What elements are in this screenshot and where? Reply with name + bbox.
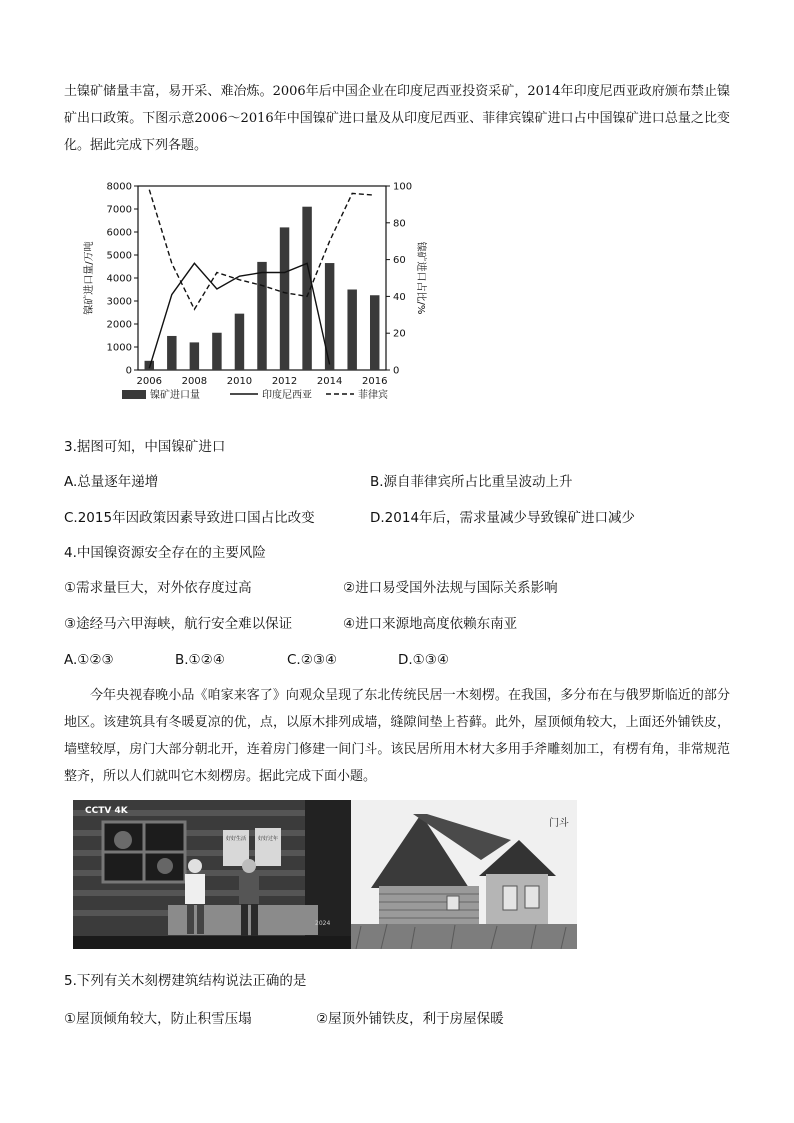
left-tick-label: 2000 bbox=[106, 319, 132, 331]
q5-statement-2: ②屋顶外铺铁皮，利于房屋保暖 bbox=[316, 1011, 504, 1027]
bar bbox=[347, 290, 356, 371]
left-tick-label: 4000 bbox=[106, 273, 132, 285]
q4-option-c[interactable]: C.②③④ bbox=[287, 652, 338, 668]
nickel-import-chart bbox=[80, 170, 430, 410]
q4-statement-3: ③途经马六甲海峡，航行安全难以保证 bbox=[64, 616, 293, 632]
passage-2: 今年央视春晚小品《咱家来客了》向观众呈现了东北传统民居一木刻楞。在我国，多分布在与俄罗斯临近的部分地区。该建筑具有冬暖夏凉的优，点，以原木排列成墙，缝隙间垫上苔藓。此外，屋顶倾角较大，上面还外铺铁皮，墙壁较厚，房门大部分朝北开，连着房门修建一间门斗。该民居所用木材大多用手斧雕刻加工，有楞有角，非常规范整齐，所以人们就叫它木刻楞房。据此完成下面小题。 bbox=[64, 688, 730, 784]
bar bbox=[325, 263, 334, 370]
question-3-stem: 3.据图可知，中国镍矿进口 bbox=[64, 439, 226, 455]
q4-option-b[interactable]: B.①②④ bbox=[175, 652, 225, 668]
right-tick-label: 0 bbox=[393, 365, 400, 377]
bar bbox=[145, 361, 154, 370]
q4-option-d[interactable]: D.①③④ bbox=[398, 652, 449, 668]
log-house-photo bbox=[351, 800, 577, 949]
right-tick-label: 20 bbox=[393, 328, 406, 340]
legend-line-label: 印度尼西亚 bbox=[262, 390, 312, 401]
left-tick-label: 6000 bbox=[106, 227, 132, 239]
left-tick-label: 3000 bbox=[106, 296, 132, 308]
bar bbox=[280, 227, 289, 370]
legend-bar-label: 镍矿进口量 bbox=[150, 390, 200, 401]
q4-option-a[interactable]: A.①②③ bbox=[64, 652, 114, 668]
left-axis-label: 镍矿进口量/万吨 bbox=[84, 241, 95, 315]
left-tick-label: 1000 bbox=[106, 342, 132, 354]
poster-text-2: 好好过年 bbox=[257, 836, 278, 842]
left-tick-label: 5000 bbox=[106, 250, 132, 262]
q4-statement-2: ②进口易受国外法规与国际关系影响 bbox=[343, 580, 558, 596]
question-4-stem: 4.中国镍资源安全存在的主要风险 bbox=[64, 545, 266, 561]
legend-dashed-label: 菲律宾 bbox=[358, 390, 388, 401]
q3-option-a[interactable]: A.总量逐年递增 bbox=[64, 474, 159, 490]
poster-text-1: 好好生活 bbox=[225, 836, 246, 842]
left-tick-label: 8000 bbox=[106, 181, 132, 193]
right-tick-label: 60 bbox=[393, 255, 406, 267]
legend-bar-swatch bbox=[122, 390, 146, 399]
bar bbox=[167, 336, 176, 370]
stage-photo bbox=[73, 800, 351, 949]
right-tick-label: 100 bbox=[393, 181, 413, 193]
x-tick-label: 2008 bbox=[181, 376, 208, 387]
x-tick-label: 2012 bbox=[271, 376, 298, 387]
porch-label: 门斗 bbox=[549, 818, 569, 829]
q4-statement-1: ①需求量巨大，对外依存度过高 bbox=[64, 580, 252, 596]
bar bbox=[257, 262, 266, 370]
broadcast-caption: 2024 bbox=[315, 920, 331, 927]
right-tick-label: 40 bbox=[393, 291, 406, 303]
right-tick-label: 80 bbox=[393, 218, 406, 230]
q3-option-d[interactable]: D.2014年后，需求量减少导致镍矿进口减少 bbox=[370, 510, 636, 526]
bar bbox=[370, 295, 379, 370]
x-tick-label: 2014 bbox=[316, 376, 343, 387]
bar bbox=[212, 333, 221, 370]
left-tick-label: 0 bbox=[125, 365, 132, 377]
x-tick-label: 2016 bbox=[362, 376, 388, 387]
q3-option-b[interactable]: B.源自菲律宾所占比重呈波动上升 bbox=[370, 474, 573, 490]
q4-statement-4: ④进口来源地高度依赖东南亚 bbox=[343, 616, 518, 632]
x-tick-label: 2010 bbox=[226, 376, 253, 387]
cctv-logo: CCTV 4K bbox=[85, 806, 128, 816]
q3-option-c[interactable]: C.2015年因政策因素导致进口国占比改变 bbox=[64, 510, 315, 526]
q5-statement-1: ①屋顶倾角较大，防止积雪压塌 bbox=[64, 1011, 252, 1027]
bar bbox=[190, 342, 199, 370]
left-tick-label: 7000 bbox=[106, 204, 132, 216]
x-tick-label: 2006 bbox=[136, 376, 162, 387]
bar bbox=[235, 314, 244, 370]
passage-1: 土镍矿储量丰富，易开采、难冶炼。2006年后中国企业在印度尼西亚投资采矿，2014年印度尼西亚政府颁布禁止镍矿出口政策。下图示意2006～2016年中国镍矿进口量及从印度尼西亚、菲律宾镍矿进口占中国镍矿进口总量之比变化。据此完成下列各题。 bbox=[64, 84, 730, 153]
right-axis-label: 镍矿进口占比/% bbox=[415, 241, 426, 315]
question-5-stem: 5.下列有关木刻楞建筑结构说法正确的是 bbox=[64, 973, 307, 989]
